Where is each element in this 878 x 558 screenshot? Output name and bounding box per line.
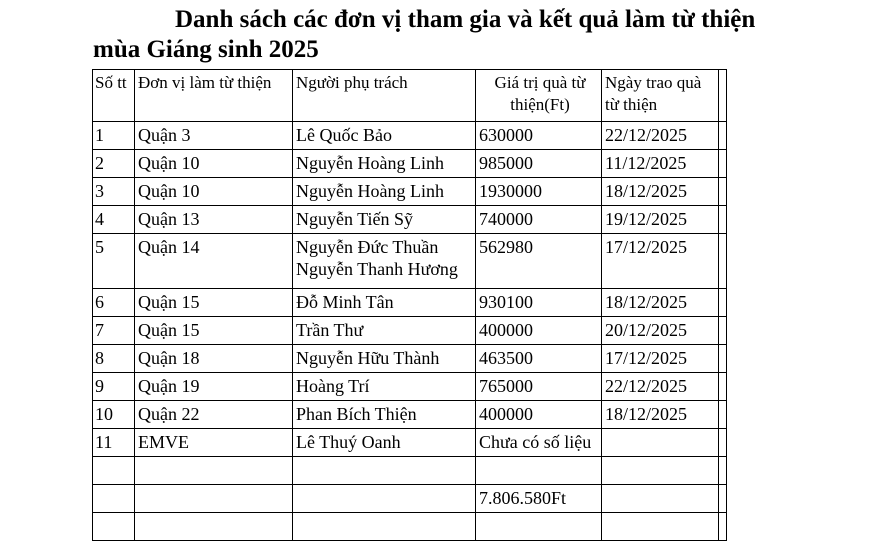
cell-stt: 5 [93, 234, 135, 289]
title-line-2: mùa Giáng sinh 2025 [93, 36, 319, 63]
table-row [93, 150, 727, 178]
cell-unit [135, 485, 293, 513]
cell-extra [719, 401, 727, 429]
cell-value: 765000 [476, 373, 602, 401]
cell-date: 18/12/2025 [602, 401, 719, 429]
cell-date [602, 457, 719, 485]
cell-person: Lê Quốc Bảo [293, 122, 476, 150]
table-row [93, 457, 727, 485]
cell-value: 930100 [476, 289, 602, 317]
table-row [93, 289, 727, 317]
cell-stt: 4 [93, 206, 135, 234]
cell-unit: Quận 13 [135, 206, 293, 234]
cell-person [293, 513, 476, 541]
cell-extra [719, 429, 727, 457]
cell-date [602, 429, 719, 457]
cell-person: Lê Thuý Oanh [293, 429, 476, 457]
cell-stt: 8 [93, 345, 135, 373]
cell-stt: 11 [93, 429, 135, 457]
cell-value: 630000 [476, 122, 602, 150]
cell-date [602, 485, 719, 513]
cell-extra [719, 373, 727, 401]
cell-extra [719, 457, 727, 485]
table-row [93, 485, 727, 513]
header-unit: Đơn vị làm từ thiện [135, 70, 293, 122]
cell-extra [719, 289, 727, 317]
title-line-1: Danh sách các đơn vị tham gia và kết quả làm từ thiện [175, 6, 756, 33]
cell-person: Nguyễn Đức Thuần Nguyễn Thanh Hương [293, 234, 476, 289]
charity-table [92, 69, 727, 541]
cell-person: Phan Bích Thiện [293, 401, 476, 429]
cell-date: 17/12/2025 [602, 345, 719, 373]
table-row [93, 206, 727, 234]
cell-extra [719, 513, 727, 541]
cell-value: 400000 [476, 401, 602, 429]
cell-unit: Quận 3 [135, 122, 293, 150]
cell-person: Đỗ Minh Tân [293, 289, 476, 317]
cell-extra [719, 317, 727, 345]
table-row [93, 513, 727, 541]
header-extra [719, 70, 727, 122]
cell-stt: 1 [93, 122, 135, 150]
cell-stt: 3 [93, 178, 135, 206]
cell-value: 740000 [476, 206, 602, 234]
cell-person: Nguyễn Tiến Sỹ [293, 206, 476, 234]
header-date: Ngày trao quà từ thiện [602, 70, 719, 122]
cell-unit: Quận 18 [135, 345, 293, 373]
cell-extra [719, 345, 727, 373]
cell-unit: Quận 14 [135, 234, 293, 289]
cell-stt: 2 [93, 150, 135, 178]
cell-person [293, 457, 476, 485]
cell-unit: Quận 19 [135, 373, 293, 401]
cell-value: 463500 [476, 345, 602, 373]
cell-extra [719, 234, 727, 289]
cell-person: Hoàng Trí [293, 373, 476, 401]
table-row [93, 373, 727, 401]
cell-date: 22/12/2025 [602, 122, 719, 150]
header-stt: Số tt [93, 70, 135, 122]
cell-value: 400000 [476, 317, 602, 345]
cell-date: 22/12/2025 [602, 373, 719, 401]
header-value: Giá trị quà từ thiện(Ft) [476, 70, 602, 122]
cell-person: Nguyễn Hoàng Linh [293, 150, 476, 178]
cell-stt: 10 [93, 401, 135, 429]
table-row [93, 345, 727, 373]
cell-date: 11/12/2025 [602, 150, 719, 178]
cell-date: 19/12/2025 [602, 206, 719, 234]
document-title [93, 4, 873, 66]
cell-unit: Quận 10 [135, 150, 293, 178]
cell-stt [93, 457, 135, 485]
cell-unit: Quận 15 [135, 289, 293, 317]
header-person: Người phụ trách [293, 70, 476, 122]
cell-date: 20/12/2025 [602, 317, 719, 345]
cell-person: Nguyễn Hữu Thành [293, 345, 476, 373]
cell-unit: Quận 15 [135, 317, 293, 345]
cell-unit [135, 513, 293, 541]
cell-person [293, 485, 476, 513]
table-row [93, 429, 727, 457]
cell-value: Chưa có số liệu [476, 429, 602, 457]
cell-unit: Quận 10 [135, 178, 293, 206]
cell-extra [719, 206, 727, 234]
cell-stt: 7 [93, 317, 135, 345]
cell-value [476, 457, 602, 485]
table-row [93, 122, 727, 150]
table-row [93, 317, 727, 345]
cell-unit: EMVE [135, 429, 293, 457]
cell-date: 18/12/2025 [602, 178, 719, 206]
cell-extra [719, 485, 727, 513]
cell-value: 1930000 [476, 178, 602, 206]
cell-unit [135, 457, 293, 485]
cell-person: Nguyễn Hoàng Linh [293, 178, 476, 206]
table-row [93, 401, 727, 429]
cell-extra [719, 122, 727, 150]
cell-date: 17/12/2025 [602, 234, 719, 289]
table-row [93, 234, 727, 289]
cell-stt [93, 513, 135, 541]
cell-person: Trần Thư [293, 317, 476, 345]
cell-value: 7.806.580Ft [476, 485, 602, 513]
header-row [93, 70, 727, 122]
cell-value [476, 513, 602, 541]
cell-extra [719, 178, 727, 206]
cell-unit: Quận 22 [135, 401, 293, 429]
cell-stt [93, 485, 135, 513]
cell-stt: 9 [93, 373, 135, 401]
cell-stt: 6 [93, 289, 135, 317]
cell-value: 985000 [476, 150, 602, 178]
cell-extra [719, 150, 727, 178]
cell-date: 18/12/2025 [602, 289, 719, 317]
cell-date [602, 513, 719, 541]
cell-value: 562980 [476, 234, 602, 289]
table-row [93, 178, 727, 206]
